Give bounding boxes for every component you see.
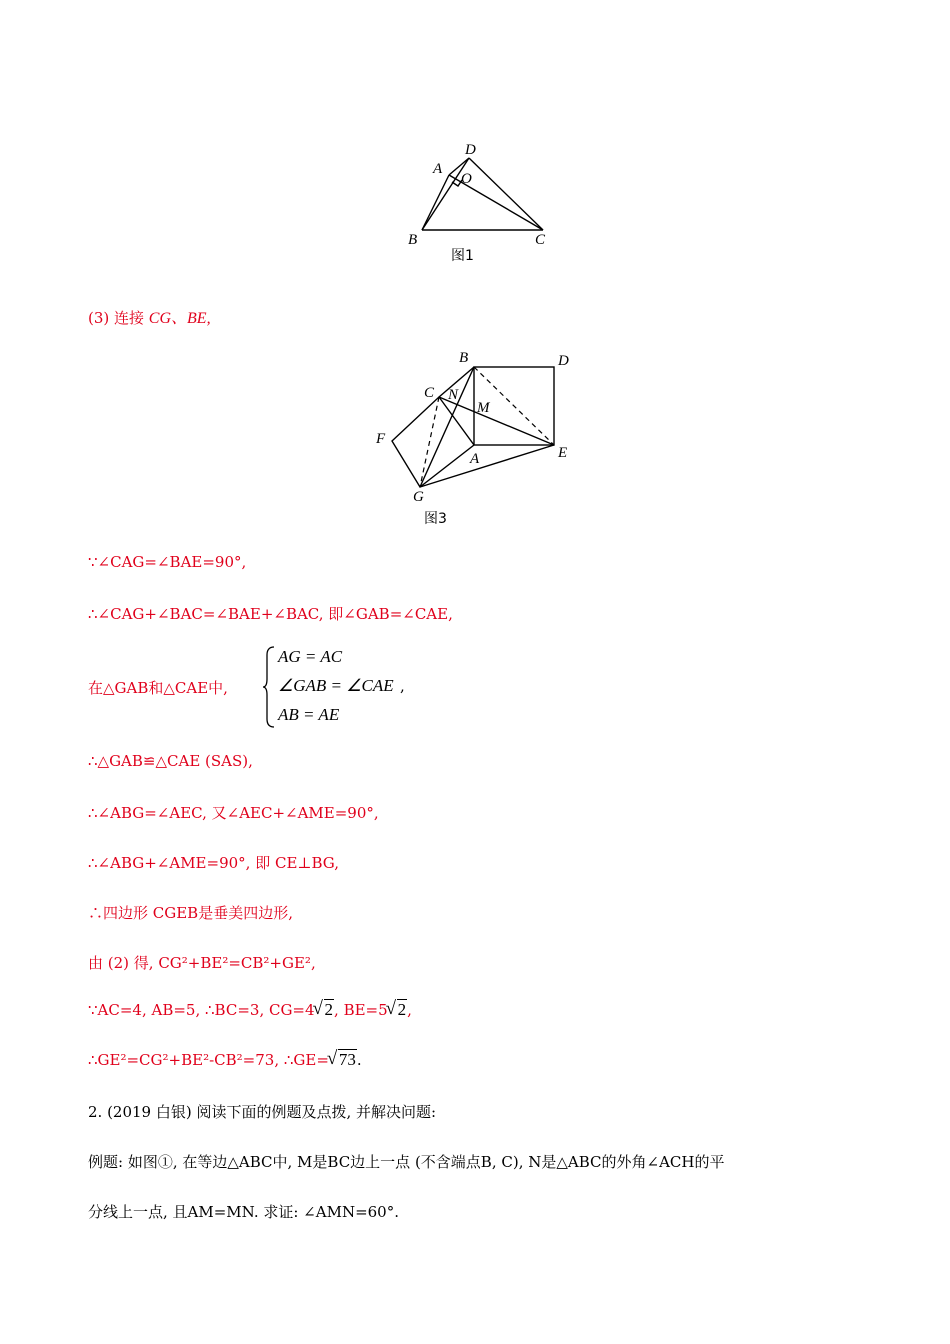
proof-line-3-suffix: ,	[400, 677, 405, 695]
segment-bd	[422, 158, 469, 230]
figure-1-caption: 图1	[451, 248, 474, 264]
label-a: A	[433, 161, 443, 177]
problem-2-text-line-1: 例题: 如图①, 在等边△ABC中, M是BC边上一点 (不含端点B, C), N是△ABC的外角∠ACH的平	[88, 1153, 725, 1171]
line-10-part-a: ∴GE²=CG²+BE²-CB²=73, ∴GE=	[88, 1051, 329, 1069]
proof-line-10	[88, 1050, 362, 1070]
system-row-3: AB = AE	[278, 705, 340, 724]
label-a: A	[470, 451, 480, 467]
proof-line-8: 由 (2) 得, CG²+BE²=CB²+GE²,	[88, 954, 316, 972]
label-d: D	[558, 353, 569, 369]
label-c: C	[535, 232, 546, 248]
line-9-part-a: ∵AC=4, AB=5, ∴BC=3, CG=4	[88, 1001, 315, 1019]
label-o: O	[461, 171, 472, 187]
figure-3	[368, 345, 578, 530]
proof-line-7: ∴四边形 CGEB是垂美四边形,	[88, 904, 293, 922]
label-b: B	[408, 232, 418, 248]
proof-line-5: ∴∠ABG=∠AEC, 又∠AEC+∠AME=90°,	[88, 804, 379, 822]
label-m: M	[477, 400, 490, 416]
label-d: D	[465, 142, 476, 158]
segment-ge	[420, 445, 554, 487]
problem-2-title: 2. (2019 白银) 阅读下面的例题及点拨, 并解决问题:	[88, 1103, 437, 1121]
line-9-part-b: , BE=5	[334, 1001, 388, 1019]
figure-3-diagram	[368, 345, 578, 530]
label-c: C	[424, 385, 435, 401]
proof-line-1: ∵∠CAG=∠BAE=90°,	[88, 553, 247, 571]
system-row-1: AG = AC	[278, 647, 343, 666]
part-3-heading	[88, 305, 211, 328]
system-row-2: ∠GAB = ∠CAE	[278, 676, 394, 695]
segment-ba	[422, 175, 449, 230]
line-9-part-c: ,	[407, 1001, 412, 1019]
proof-line-3-prefix: 在△GAB和△CAE中,	[88, 679, 228, 697]
sqrt-73	[329, 1050, 357, 1070]
problem-2-text-line-2: 分线上一点, 且AM=MN. 求证: ∠AMN=60°.	[88, 1203, 399, 1221]
line-10-part-b: .	[356, 1051, 362, 1069]
label-n: N	[448, 387, 459, 403]
label-e: E	[558, 445, 568, 461]
sqrt-2-b-radicand: 2	[397, 1000, 407, 1019]
sqrt-2-a-radicand: 2	[324, 1000, 334, 1019]
proof-line-9	[88, 1000, 412, 1020]
figure-3-caption: 图3	[424, 511, 447, 527]
dashed-cg	[420, 397, 439, 487]
label-g: G	[413, 489, 424, 505]
figure-1-diagram	[395, 138, 565, 268]
sqrt-2-a	[315, 1000, 335, 1020]
equation-system	[262, 645, 422, 729]
figure-1	[395, 138, 565, 268]
proof-line-2: ∴∠CAG+∠BAC=∠BAE+∠BAC, 即∠GAB=∠CAE,	[88, 605, 453, 623]
sqrt-73-radicand: 73	[338, 1050, 356, 1069]
left-brace	[262, 645, 276, 729]
label-b: B	[459, 350, 469, 366]
proof-line-4: ∴△GAB≌△CAE (SAS),	[88, 752, 253, 770]
part-3-label: (3) 连接	[88, 309, 149, 327]
proof-line-6: ∴∠ABG+∠AME=90°, 即 CE⊥BG,	[88, 854, 340, 872]
sqrt-2-b	[388, 1000, 408, 1020]
label-f: F	[376, 431, 386, 447]
part-3-vars: CG、BE,	[148, 310, 211, 327]
